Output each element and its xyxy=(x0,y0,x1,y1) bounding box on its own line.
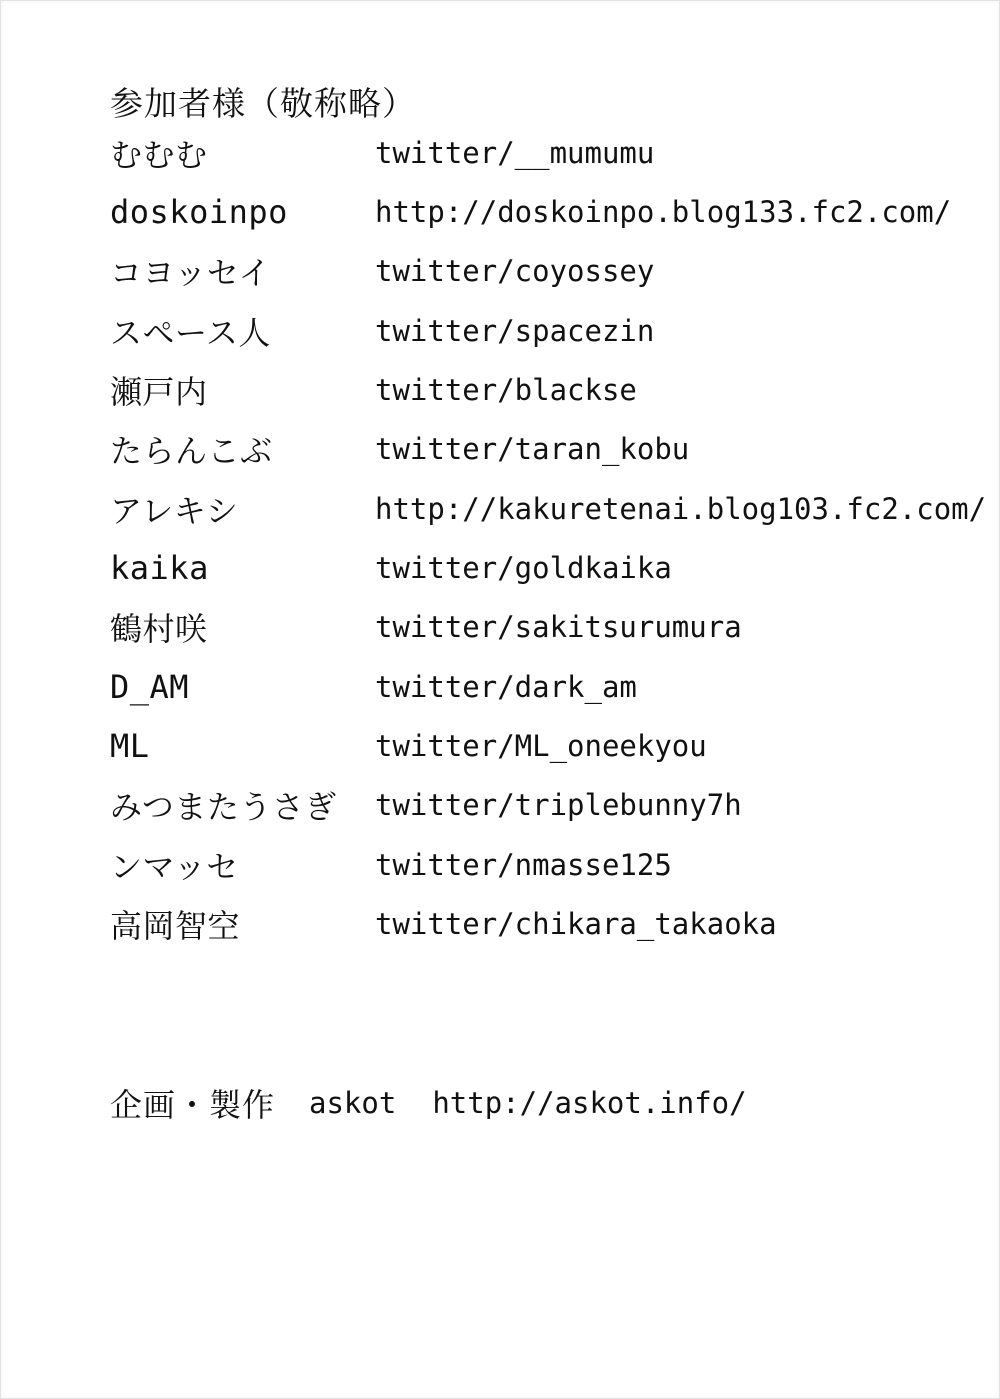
participant-link: twitter/nmasse125 xyxy=(375,847,672,882)
participant-link: twitter/goldkaika xyxy=(375,551,672,586)
participant-link: twitter/__mumumu xyxy=(375,135,655,170)
participant-link: twitter/chikara_takaoka xyxy=(375,907,777,942)
participant-name: ML xyxy=(110,727,150,766)
participant-link: twitter/blackse xyxy=(375,373,637,408)
participant-link: twitter/ML_oneekyou xyxy=(375,729,707,764)
participant-row xyxy=(110,894,980,953)
participant-link: twitter/sakitsurumura xyxy=(375,610,742,645)
participant-list xyxy=(110,123,987,954)
participant-link: twitter/coyossey xyxy=(375,254,655,289)
production-credit-label: 企画・製作 xyxy=(110,1086,276,1124)
participant-row xyxy=(110,598,980,657)
participant-name: むむむ xyxy=(110,135,208,174)
participant-row xyxy=(110,182,980,241)
production-credit-url: http://askot.info/ xyxy=(432,1086,747,1120)
participant-link: http://kakuretenai.blog103.fc2.com/ xyxy=(375,491,987,526)
participant-name: 瀬戸内 xyxy=(110,373,208,412)
participant-row xyxy=(110,835,980,894)
participant-name: みつまたうさぎ xyxy=(110,788,337,827)
participant-row xyxy=(110,360,980,419)
participant-name: 高岡智空 xyxy=(110,907,241,946)
participant-row xyxy=(110,538,980,597)
participant-name: doskoinpo xyxy=(110,193,288,232)
participant-name: スペース人 xyxy=(110,313,271,352)
page-title: 参加者様（敬称略） xyxy=(110,84,416,123)
participant-row xyxy=(110,716,980,775)
participant-link: twitter/dark_am xyxy=(375,669,637,704)
participant-row xyxy=(110,242,980,301)
participant-name: アレキシ xyxy=(110,491,239,530)
participant-row xyxy=(110,420,980,479)
participant-name: 鶴村咲 xyxy=(110,610,208,649)
participant-name: D_AM xyxy=(110,667,190,706)
participant-row xyxy=(110,657,980,716)
participant-name: たらんこぶ xyxy=(110,432,273,471)
participant-row xyxy=(110,776,980,835)
participant-link: twitter/spacezin xyxy=(375,313,655,348)
participant-name: ンマッセ xyxy=(110,847,239,886)
participant-row xyxy=(110,479,987,538)
participant-row xyxy=(110,301,980,360)
participant-link: http://doskoinpo.blog133.fc2.com/ xyxy=(375,195,952,230)
participant-row xyxy=(110,123,980,182)
participant-link: twitter/triplebunny7h xyxy=(375,788,742,823)
production-credit xyxy=(110,1078,747,1128)
participant-link: twitter/taran_kobu xyxy=(375,432,690,467)
production-credit-producer: askot xyxy=(309,1086,397,1120)
participant-name: kaika xyxy=(110,549,209,588)
participant-name: コヨッセイ xyxy=(110,254,271,293)
